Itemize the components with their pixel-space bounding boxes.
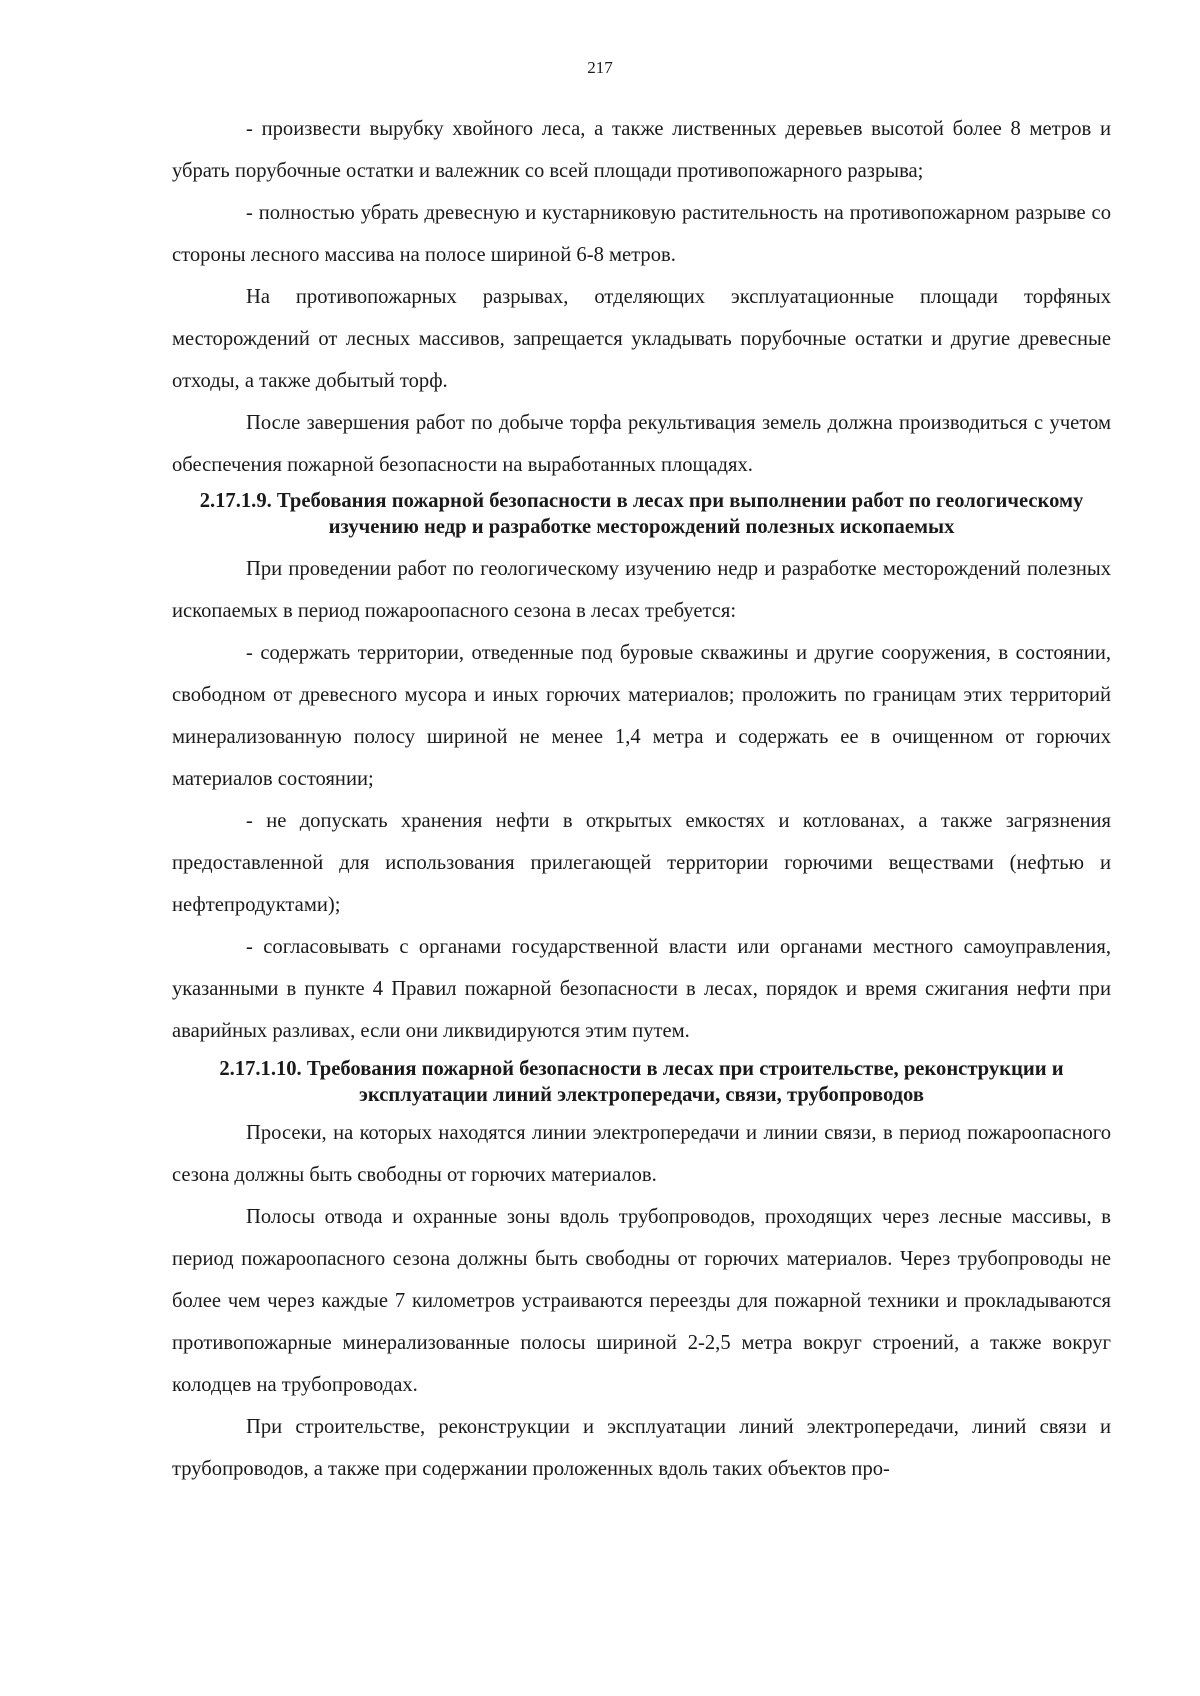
- paragraph: При строительстве, реконструкции и эксплуатации линий электропередачи, линий связи и трубопроводов, а также при содержании проложенных вдоль таких объектов про-: [172, 1416, 1111, 1480]
- paragraph: - согласовывать с органами государственной власти или органами местного самоуправления, указанными в пункте 4 Правил пожарной безопасности в лесах, порядок и время сжигания нефти при аварийных разливах, если они ликвидируются этим путем.: [172, 936, 1111, 1042]
- section-heading: 2.17.1.9. Требования пожарной безопасности в лесах при выполнении работ по геологическому изучению недр и разработке месторождений полезных ископаемых: [199, 490, 1084, 538]
- section-heading: 2.17.1.10. Требования пожарной безопасности в лесах при строительстве, реконструкции и эксплуатации линий электропередачи, связи, трубопроводов: [219, 1058, 1064, 1106]
- paragraph: - не допускать хранения нефти в открытых емкостях и котлованах, а также загрязнения предоставленной для использования прилегающей территории горючими веществами (нефтью и нефтепродуктами);: [172, 810, 1111, 916]
- paragraph: - произвести вырубку хвойного леса, а также лиственных деревьев высотой более 8 метров и убрать порубочные остатки и валежник со всей площади противопожарного разрыва;: [172, 118, 1111, 182]
- paragraph: После завершения работ по добыче торфа рекультивация земель должна производиться с учетом обеспечения пожарной безопасности на выработанных площадях.: [172, 412, 1111, 476]
- paragraph: На противопожарных разрывах, отделяющих эксплуатационные площади торфяных месторождений от лесных массивов, запрещается укладывать порубочные остатки и другие древесные отходы, а также добытый торф.: [172, 286, 1111, 392]
- paragraph: - полностью убрать древесную и кустарниковую растительность на противопожарном разрыве со стороны лесного массива на полосе шириной 6-8 метров.: [172, 202, 1111, 266]
- paragraph: - содержать территории, отведенные под буровые скважины и другие сооружения, в состоянии, свободном от древесного мусора и иных горючих материалов; проложить по границам этих территорий минерализованную полосу шириной не менее 1,4 метра и содержать ее в очищенном от горючих материалов состоянии;: [172, 642, 1111, 790]
- paragraph: Просеки, на которых находятся линии электропередачи и линии связи, в период пожароопасного сезона должны быть свободны от горючих материалов.: [172, 1122, 1111, 1186]
- paragraph: При проведении работ по геологическому изучению недр и разработке месторождений полезных ископаемых в период пожароопасного сезона в лесах требуется:: [172, 558, 1111, 622]
- document-body: [172, 108, 1111, 1490]
- page-number: 217: [587, 58, 613, 77]
- paragraph: Полосы отвода и охранные зоны вдоль трубопроводов, проходящих через лесные массивы, в период пожароопасного сезона должны быть свободны от горючих материалов. Через трубопроводы не более чем через каждые 7 километров устраиваются переезды для пожарной техники и прокладываются противопожарные минерализованные полосы шириной 2-2,5 метра вокруг строений, а также вокруг колодцев на трубопроводах.: [172, 1206, 1111, 1396]
